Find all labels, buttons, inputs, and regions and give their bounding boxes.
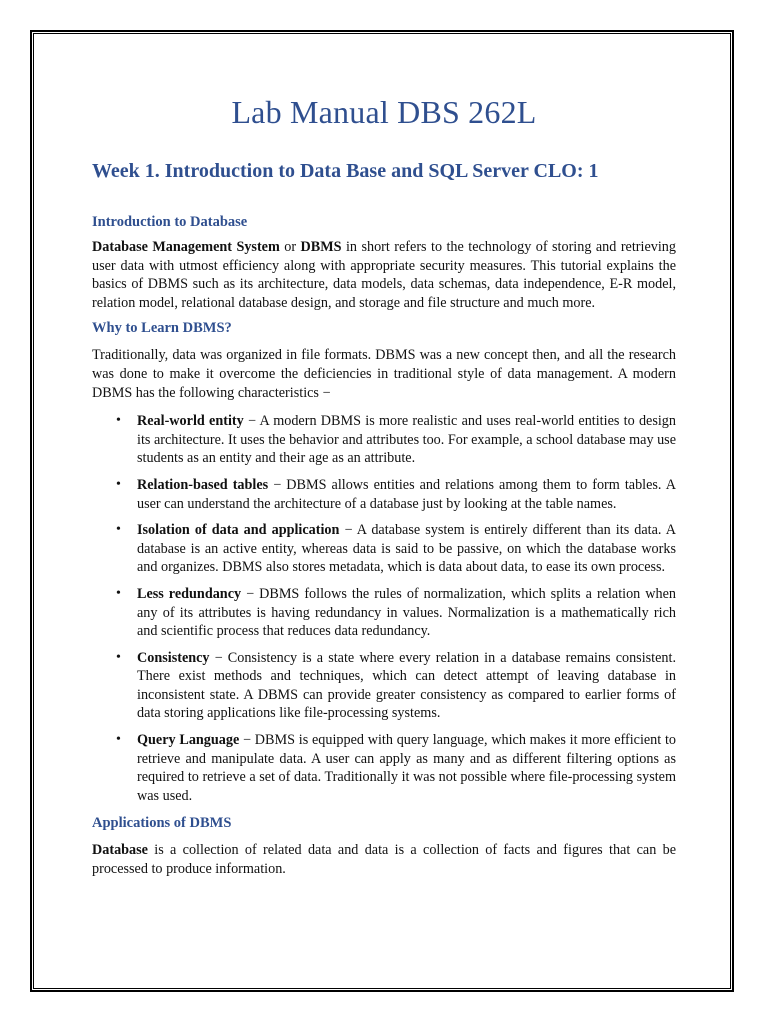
list-item bbox=[92, 585, 676, 641]
item-text: − DBMS is equipped with query language, which makes it more efficient to retrieve and manipulate data. A user can apply as many and as different filtering options as required to retrieve a set of data. Traditionally it was not possible where file-processing system was used. bbox=[137, 732, 676, 804]
document-content bbox=[92, 92, 676, 879]
item-text: − A modern DBMS is more realistic and uses real-world entities to design its architecture. It uses the behavior and attributes too. For example, a school database may use students as an entity and their age as an attribute. bbox=[137, 413, 676, 467]
section-applications bbox=[92, 813, 676, 878]
item-term: Relation-based tables bbox=[137, 476, 269, 493]
list-item bbox=[92, 521, 676, 577]
item-term: Query Language bbox=[137, 732, 240, 749]
intro-term-dbms-full: Database Management System bbox=[92, 239, 280, 255]
bullet-icon: • bbox=[116, 413, 121, 429]
applications-term: Database bbox=[92, 842, 148, 859]
intro-or: or bbox=[279, 239, 301, 255]
list-item bbox=[92, 649, 676, 723]
bullet-icon: • bbox=[116, 732, 121, 748]
list-item bbox=[92, 476, 676, 513]
item-term: Consistency bbox=[137, 649, 210, 666]
bullet-icon: • bbox=[116, 649, 121, 665]
list-item bbox=[92, 412, 676, 468]
applications-paragraph bbox=[92, 841, 676, 878]
characteristics-list bbox=[92, 412, 676, 805]
week-heading: Week 1. Introduction to Data Base and SQL Server CLO: 1 bbox=[92, 160, 599, 182]
item-text: − Consistency is a state where every relation in a database remains consistent. There exist methods and techniques, which can detect attempt of leaving database in inconsistent state. A DBMS can provide greater consistency as compared to earlier forms of data storing applications like file-processing systems. bbox=[137, 649, 676, 722]
item-text: − DBMS allows entities and relations among them to form tables. A user can understand the architecture of a database just by looking at the table names. bbox=[137, 476, 676, 512]
list-item bbox=[92, 731, 676, 805]
section-introduction bbox=[92, 212, 676, 312]
section-why-learn bbox=[92, 318, 676, 805]
item-term: Real-world entity bbox=[137, 413, 244, 430]
applications-text: is a collection of related data and data is a collection of facts and figures that can be processed to produce information. bbox=[92, 842, 676, 878]
item-text: − DBMS follows the rules of normalization, which splits a relation when any of its attributes is having redundancy in values. Normalization is a mathematically rich and scientific process that reduces data redundancy. bbox=[137, 585, 677, 640]
item-text: − A database system is entirely different than its data. A database is an active entity, whereas data is said to be passive, on which the database works and organizes. DBMS also stores metadata, which is data about data, to ease its own process. bbox=[137, 522, 676, 576]
bullet-icon: • bbox=[116, 522, 121, 538]
intro-heading: Introduction to Database bbox=[92, 214, 248, 230]
bullet-icon: • bbox=[116, 476, 121, 492]
item-term: Less redundancy bbox=[137, 585, 242, 602]
intro-text: in short refers to the technology of storing and retrieving user data with utmost efficiency along with appropriate security measures. This tutorial explains the basics of DBMS such as its architecture, data models, data schemas, data independence, E-R model, relation model, relational database design, and storage and file structure and much more. bbox=[92, 239, 676, 311]
why-heading: Why to Learn DBMS? bbox=[92, 320, 232, 337]
bullet-icon: • bbox=[116, 585, 121, 601]
document-title: Lab Manual DBS 262L bbox=[231, 94, 537, 130]
item-term: Isolation of data and application bbox=[137, 522, 340, 539]
intro-paragraph bbox=[92, 238, 676, 312]
intro-term-dbms: DBMS bbox=[300, 239, 342, 255]
applications-heading: Applications of DBMS bbox=[92, 815, 232, 832]
why-paragraph: Traditionally, data was organized in file formats. DBMS was a new concept then, and all the research was done to make it overcome the deficiencies in traditional style of data management. A modern DBMS has the following characteristics − bbox=[92, 347, 676, 401]
